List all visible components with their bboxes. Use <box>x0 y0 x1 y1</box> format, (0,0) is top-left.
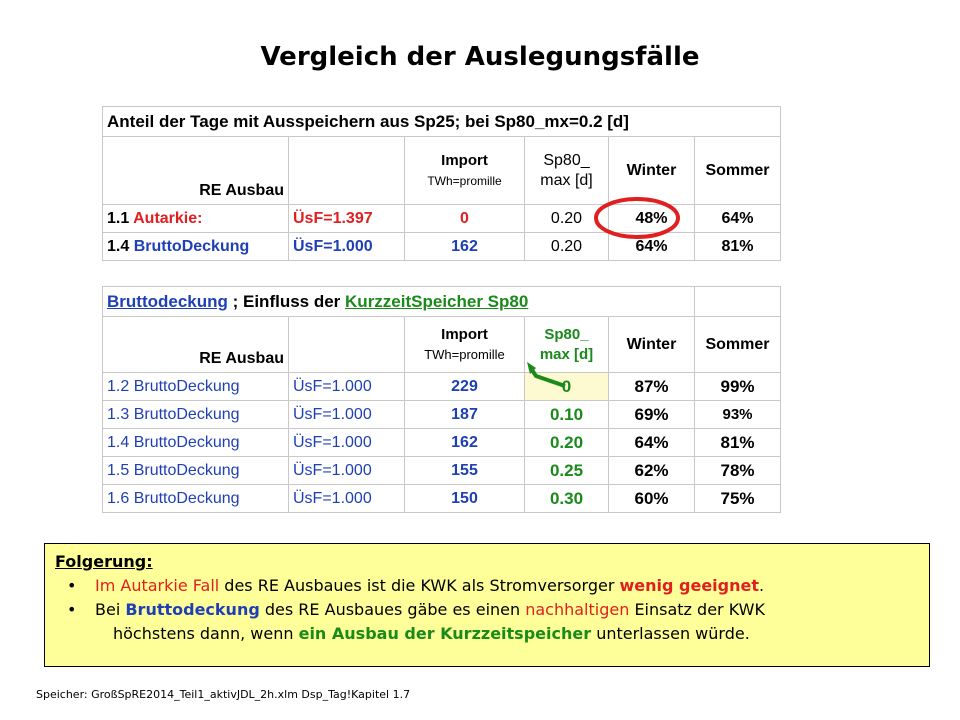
table2-heading-empty <box>695 287 781 317</box>
conclusion-bullet-2 <box>55 598 919 622</box>
row-sp80: 0.20 <box>525 429 609 457</box>
row-name: Autarkie: <box>133 209 203 227</box>
table-row-label: 1.4 BruttoDeckung <box>103 429 289 457</box>
text-part: des RE Ausbaues ist die KWK als Stromversorger <box>219 576 620 595</box>
row-usf: ÜsF=1.000 <box>289 429 405 457</box>
row-sp80: 0.25 <box>525 457 609 485</box>
conclusion-bullet-1 <box>55 574 919 598</box>
table-autarkie-vs-brutto <box>102 106 781 261</box>
row-winter: 62% <box>609 457 695 485</box>
table-row-label: 1.6 BruttoDeckung <box>103 485 289 513</box>
table1-heading: Anteil der Tage mit Ausspeichern aus Sp25; bei Sp80_mx=0.2 [d] <box>103 107 781 137</box>
table1-col-winter: Winter <box>609 137 695 205</box>
row-import: 229 <box>405 373 525 401</box>
row-import: 162 <box>405 233 525 261</box>
row-sp80: 0 <box>525 373 609 401</box>
row-sommer: 78% <box>695 457 781 485</box>
conclusion-bullet-2-cont <box>55 622 919 646</box>
table1-col-empty <box>289 137 405 205</box>
text-ausbau-kurzzeitspeicher: ein Ausbau der Kurzzeitspeicher <box>298 624 592 643</box>
import-unit: TWh=promille <box>424 346 505 362</box>
row-usf: ÜsF=1.000 <box>289 233 405 261</box>
heading-kurzzeitspeicher: KurzzeitSpeicher Sp80 <box>345 291 529 311</box>
conclusion-box <box>44 543 930 667</box>
row-num: 1.1 <box>107 209 130 227</box>
table1-col-sp80 <box>525 137 609 205</box>
row-usf: ÜsF=1.000 <box>289 373 405 401</box>
row-sommer: 64% <box>695 205 781 233</box>
table-row <box>103 205 289 233</box>
row-winter: 48% <box>609 205 695 233</box>
row-winter: 60% <box>609 485 695 513</box>
table-row-label: 1.3 BruttoDeckung <box>103 401 289 429</box>
row-usf: ÜsF=1.000 <box>289 401 405 429</box>
source-footer: Speicher: GroßSpRE2014_Teil1_aktivJDL_2h.xlm Dsp_Tag!Kapitel 1.7 <box>36 688 411 701</box>
table2-heading <box>103 287 695 317</box>
table-row-label: 1.5 BruttoDeckung <box>103 457 289 485</box>
import-label: Import <box>441 325 488 343</box>
sp80-label-b: max [d] <box>539 345 594 363</box>
text-part: Einsatz der KWK <box>629 600 765 619</box>
row-sp80: 0.20 <box>525 233 609 261</box>
page-title: Vergleich der Auslegungsfälle <box>260 42 700 72</box>
import-unit: TWh=promille <box>427 173 502 188</box>
text-part: . <box>759 576 765 595</box>
table1-col-import <box>405 137 525 205</box>
row-sp80: 0.30 <box>525 485 609 513</box>
row-winter: 64% <box>609 233 695 261</box>
row-winter: 69% <box>609 401 695 429</box>
row-usf: ÜsF=1.000 <box>289 457 405 485</box>
table-row <box>103 233 289 261</box>
sp80-label-a: Sp80_ <box>544 325 589 343</box>
table1-col-re: RE Ausbau <box>103 137 289 205</box>
bullet-icon: • <box>67 576 77 595</box>
table-row-label: 1.2 BruttoDeckung <box>103 373 289 401</box>
text-autarkie-fall: Im Autarkie Fall <box>95 576 220 595</box>
table2-col-sp80 <box>525 317 609 373</box>
row-sommer: 81% <box>695 429 781 457</box>
table2-col-empty <box>289 317 405 373</box>
text-wenig-geeignet: wenig geeignet <box>619 576 759 595</box>
row-sp80: 0.10 <box>525 401 609 429</box>
row-usf: ÜsF=1.397 <box>289 205 405 233</box>
bullet-icon: • <box>67 600 77 619</box>
row-sommer: 81% <box>695 233 781 261</box>
heading-bruttodeckung: Bruttodeckung <box>107 291 228 311</box>
import-label: Import <box>441 151 488 169</box>
row-import: 150 <box>405 485 525 513</box>
sp80-label-a: Sp80_ <box>543 151 590 169</box>
row-winter: 87% <box>609 373 695 401</box>
row-winter: 64% <box>609 429 695 457</box>
heading-mid: ; Einfluss der <box>227 291 346 311</box>
row-sommer: 99% <box>695 373 781 401</box>
row-import: 162 <box>405 429 525 457</box>
row-import: 187 <box>405 401 525 429</box>
text-part: unterlassen würde. <box>591 624 750 643</box>
text-nachhaltigen: nachhaltigen <box>525 600 630 619</box>
conclusion-heading: Folgerung: <box>55 552 153 571</box>
row-sommer: 93% <box>695 401 781 429</box>
table1-col-sommer: Sommer <box>695 137 781 205</box>
table-brutto-sp80 <box>102 286 781 513</box>
row-import: 0 <box>405 205 525 233</box>
row-import: 155 <box>405 457 525 485</box>
table2-col-sommer: Sommer <box>695 317 781 373</box>
row-sommer: 75% <box>695 485 781 513</box>
row-sp80: 0.20 <box>525 205 609 233</box>
text-part: des RE Ausbaues gäbe es einen <box>259 600 526 619</box>
text-part: Bei <box>95 600 126 619</box>
row-num: 1.4 <box>107 237 130 255</box>
row-name: BruttoDeckung <box>133 237 250 255</box>
sp80-label-b: max [d] <box>540 171 593 189</box>
row-usf: ÜsF=1.000 <box>289 485 405 513</box>
table2-col-re: RE Ausbau <box>103 317 289 373</box>
text-bruttodeckung: Bruttodeckung <box>125 600 260 619</box>
text-part: höchstens dann, wenn <box>113 624 299 643</box>
table2-col-winter: Winter <box>609 317 695 373</box>
table2-col-import <box>405 317 525 373</box>
